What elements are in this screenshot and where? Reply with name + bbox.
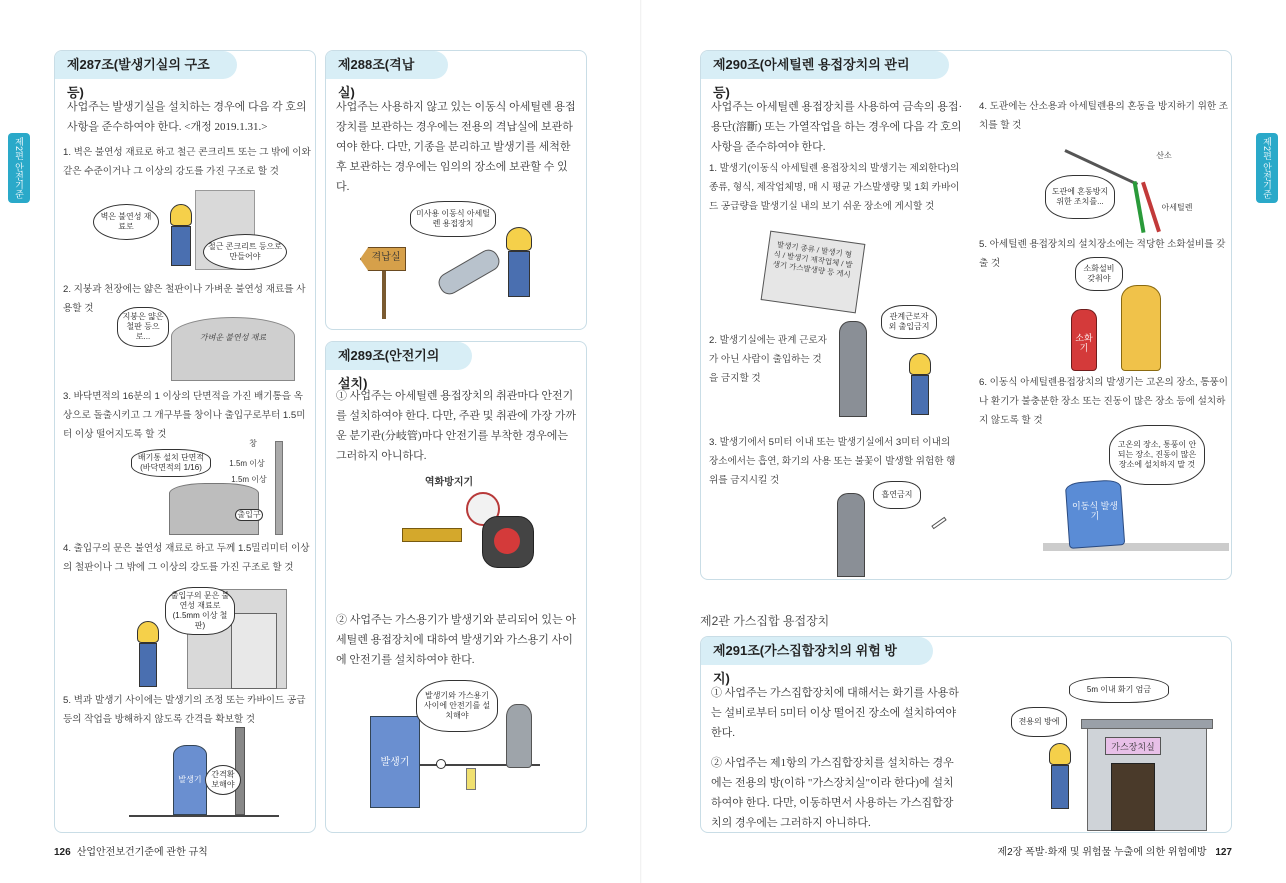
left-page-number: 126 <box>54 847 71 858</box>
placement-bubble: 고온의 장소, 통풍이 안되는 장소, 진동이 많은 장소에 설치하지 말 것 <box>1109 425 1205 485</box>
no-entry-illustration <box>831 301 951 421</box>
flashback-illustration <box>386 470 556 570</box>
article-290-panel <box>700 50 1232 580</box>
cylinder-cart-shape <box>435 246 503 298</box>
article-291-para-1: ① 사업주는 가스집합장치에 대해서는 화기를 사용하는 설비로부터 5미터 이상 떨어진 장소에 설치하여야 한다. <box>711 687 959 739</box>
vent-label: 배기통 설치 단면적 (바닥면적의 1/16) <box>131 449 211 477</box>
extinguisher-illustration <box>1061 257 1211 373</box>
gas-cylinder-shape <box>506 704 532 768</box>
mobile-generator-label: 이동식 발생기 <box>1072 501 1118 521</box>
hose-illustration <box>1045 143 1195 235</box>
right-page-number: 127 <box>1215 847 1232 858</box>
safety-device-shape <box>466 768 476 790</box>
worker-body-icon <box>911 375 929 415</box>
gas-room-bubble: 전용의 방에 <box>1011 707 1067 737</box>
article-290-header <box>701 51 927 100</box>
article-289-para-2: ② 사업주는 가스용기가 발생기와 분리되어 있는 아세틸렌 용접장치에 대하여 발생기와 가스용기 사이에 안전기를 설치하여야 한다. <box>336 614 577 666</box>
no-smoking-illustration <box>831 481 961 579</box>
generator-label-289: 발생기 <box>380 757 410 768</box>
article-288-panel <box>325 50 587 330</box>
safety-device-illustration <box>366 680 576 830</box>
hose-bubble: 도관에 혼동방지위한 조치를... <box>1045 175 1115 219</box>
cigarette-icon <box>931 517 946 529</box>
storage-sign-label: 격납실 <box>371 252 401 263</box>
window-label: 창 <box>249 439 257 448</box>
article-287-item-5: 5. 벽과 발생기 사이에는 발생기의 조정 또는 카바이드 공급 등의 작업을 방해하지 않도록 간격을 확보할 것 <box>63 695 306 725</box>
article-288-header <box>326 51 426 100</box>
oxygen-label: 산소 <box>1156 151 1172 160</box>
notice-board-illustration <box>759 231 869 311</box>
vent-illustration <box>125 433 305 538</box>
article-287-item-3: 3. 바닥면적의 16분의 1 이상의 단면적을 가진 배기통을 옥상으로 돌출시키고 그 개구부를 창이나 출입구로부터 1.5미터 이상 떨어지도록 할 것 <box>63 391 306 440</box>
article-287-intro: 사업주는 발생기실을 설치하는 경우에 다음 각 호의 사항을 준수하여야 한다. <개정 2019.1.31.> <box>67 101 307 133</box>
gas-cylinder-shape <box>1121 285 1161 371</box>
storage-illustration <box>356 199 566 324</box>
article-291-header <box>701 637 911 686</box>
vent-pipe-shape <box>275 441 283 535</box>
valve-icon <box>436 759 446 769</box>
article-289-title: 제289조(안전기의 설치) <box>338 348 440 391</box>
brass-pipe-shape <box>402 528 462 542</box>
door-label: 출입구 <box>235 509 263 521</box>
door-bubble: 출입구의 문은 불연성 재료로 (1.5mm 이상 철판) <box>165 587 235 635</box>
page-gutter <box>640 0 642 883</box>
article-289-panel <box>325 341 587 833</box>
article-290-item-3: 3. 발생기에서 5미터 이내 또는 발생기실에서 3미터 이내의 장소에서는 흡연, 화기의 사용 또는 불꽃이 발생할 위험한 행위를 금지시킬 것 <box>709 437 956 486</box>
acetylene-label: 아세틸렌 <box>1161 203 1193 212</box>
regulator-knob-shape <box>494 528 520 554</box>
right-footer-title: 제2장 폭발·화재 및 위험물 누출에 의한 위험예방 <box>997 847 1207 858</box>
floor-line <box>129 815 279 817</box>
gas-room-door-shape <box>1111 763 1155 831</box>
distance-label-2: 1.5m 이상 <box>231 475 267 484</box>
no-smoking-bubble: 흡연금지 <box>873 481 921 509</box>
roof-label: 가벼운 불연성 재료 <box>199 333 267 342</box>
gap-bubble: 간격확보해야 <box>205 765 241 795</box>
tank-roof-shape <box>171 317 295 381</box>
worker-helmet-icon <box>170 204 192 226</box>
worker-body-icon <box>139 643 157 687</box>
article-288-text: 사업주는 사용하지 않고 있는 이동식 아세틸렌 용접장치를 보관하는 경우에는 전용의 격납실에 보관하여야 한다. 다만, 기종을 분리하고 발생기를 세척한 후 보관하는 경우에는 임의의 장소에 보관할 수 있다. <box>336 101 576 193</box>
article-287-item-1: 1. 벽은 불연성 재료로 하고 철근 콘크리트 또는 그 밖에 이와 같은 수준이거나 그 이상의 강도를 가진 구조로 할 것 <box>63 147 311 177</box>
article-287-item-2: 2. 지붕과 천장에는 얇은 철판이나 가벼운 불연성 재료를 사용할 것 <box>63 284 306 314</box>
article-290-item-1: 1. 발생기(이동식 아세틸렌 용접장치의 발생기는 제외한다)의 종류, 형식, 제작업체명, 매 시 평균 가스발생량 및 1회 카바이드 공급량을 발생기실 내의 보기 쉬운 장소에 게시할 것 <box>709 163 960 212</box>
wall-bubble: 벽은 불연성 재료로 <box>93 204 159 240</box>
gap-illustration <box>125 723 285 823</box>
roof-bubble: 지붕은 얇은 철판 등으로... <box>117 307 169 347</box>
door-illustration <box>115 583 295 693</box>
extinguisher-bubble: 소화설비 갖춰야 <box>1075 257 1123 291</box>
article-287-header <box>55 51 215 100</box>
right-footer <box>997 843 1232 858</box>
worker-body-icon <box>1051 765 1069 809</box>
worker-helmet-icon <box>1049 743 1071 765</box>
article-290-item-5: 5. 아세틸렌 용접장치의 설치장소에는 적당한 소화설비를 갖출 것 <box>979 239 1226 269</box>
flashback-label: 역화방지기 <box>424 477 474 488</box>
concrete-bubble: 철근 콘크리트 등으로 만들어야 <box>203 234 287 270</box>
side-tab-left[interactable]: 제2편 안전기준 <box>8 133 30 203</box>
worker-helmet-icon <box>137 621 159 643</box>
article-291-title: 제291조(가스집합장치의 위험 방지) <box>713 643 897 686</box>
generator-character-shape <box>839 321 867 417</box>
safety-device-bubble: 발생기와 가스용기 사이에 안전기를 설치해야 <box>416 680 498 732</box>
article-289-header <box>326 342 450 391</box>
article-290-intro: 사업주는 아세틸렌 용접장치를 사용하여 금속의 용접·용단(溶斷) 또는 가열작업을 하는 경우에 다음 각 호의 사항을 준수하여야 한다. <box>711 101 963 153</box>
article-291-panel <box>700 636 1232 833</box>
generator-character-shape <box>837 493 865 577</box>
article-289-para-1: ① 사업주는 아세틸렌 용접장치의 취관마다 안전기를 설치하여야 한다. 다만, 주관 및 취관에 가장 가까운 분기관(分岐管)마다 안전기를 부착한 경우에는 그러하지 아니하다. <box>336 390 577 462</box>
left-footer-title: 산업안전보건기준에 관한 규칙 <box>76 847 208 858</box>
article-290-item-4: 4. 도관에는 산소용과 아세틸렌용의 혼동을 방지하기 위한 조치를 할 것 <box>979 101 1229 131</box>
article-290-item-6: 6. 이동식 아세틸렌용접장치의 발생기는 고온의 장소, 통풍이나 환기가 불충분한 장소 또는 진동이 많은 장소 등에 설치하지 않도록 할 것 <box>979 377 1229 426</box>
no-entry-bubble: 관계근로자외 출입금지 <box>881 305 937 339</box>
gas-room-fire-bubble: 5m 이내 화기 엄금 <box>1069 677 1169 703</box>
distance-label-1: 1.5m 이상 <box>229 459 265 468</box>
section-label: 제2관 가스집합 용접장치 <box>700 614 830 628</box>
worker-body-icon <box>171 226 191 266</box>
article-287-title: 제287조(발생기실의 구조 등) <box>67 57 210 100</box>
gas-room-sign: 가스장치실 <box>1105 737 1161 755</box>
gas-room-roof-shape <box>1081 719 1213 729</box>
wall-illustration <box>85 186 285 276</box>
extinguisher-label: 소화기 <box>1075 333 1093 353</box>
notice-board-text: 발생기 종류 / 발생기 형식 / 발생기 제작업체 / 발생기 가스발생량 등 게시 <box>772 239 854 280</box>
article-290-title: 제290조(아세틸렌 용접장치의 관리 등) <box>713 57 910 100</box>
generator-label: 발생기 <box>178 775 202 784</box>
worker-helmet-icon <box>506 227 532 251</box>
roof-illustration <box>95 313 295 383</box>
gas-room-illustration <box>997 671 1227 831</box>
article-287-item-4: 4. 출입구의 문은 불연성 재료로 하고 두께 1.5밀리미터 이상의 철판이나 그 밖에 그 이상의 강도를 가진 구조로 할 것 <box>63 543 310 573</box>
side-tab-right[interactable]: 제2편 안전기준 <box>1256 133 1278 203</box>
article-290-item-2: 2. 발생기실에는 관계 근로자가 아닌 사람이 출입하는 것을 금지할 것 <box>709 335 827 384</box>
article-288-title: 제288조(격납실) <box>338 57 415 100</box>
door-shape <box>231 613 277 689</box>
article-291-para-2: ② 사업주는 제1항의 가스집합장치를 설치하는 경우에는 전용의 방(이하 "가스장치실"이라 한다)에 설치하여야 한다. 다만, 이동하면서 사용하는 가스집합장치의 경우에는 그러하지 아니하다. <box>711 757 954 829</box>
worker-body-icon <box>508 251 530 297</box>
article-287-panel <box>54 50 316 833</box>
left-footer <box>54 843 208 858</box>
worker-helmet-icon <box>909 353 931 375</box>
placement-illustration <box>1043 425 1231 555</box>
storage-bubble: 미사용 이동식 아세틸렌 용접장치 <box>410 201 496 237</box>
